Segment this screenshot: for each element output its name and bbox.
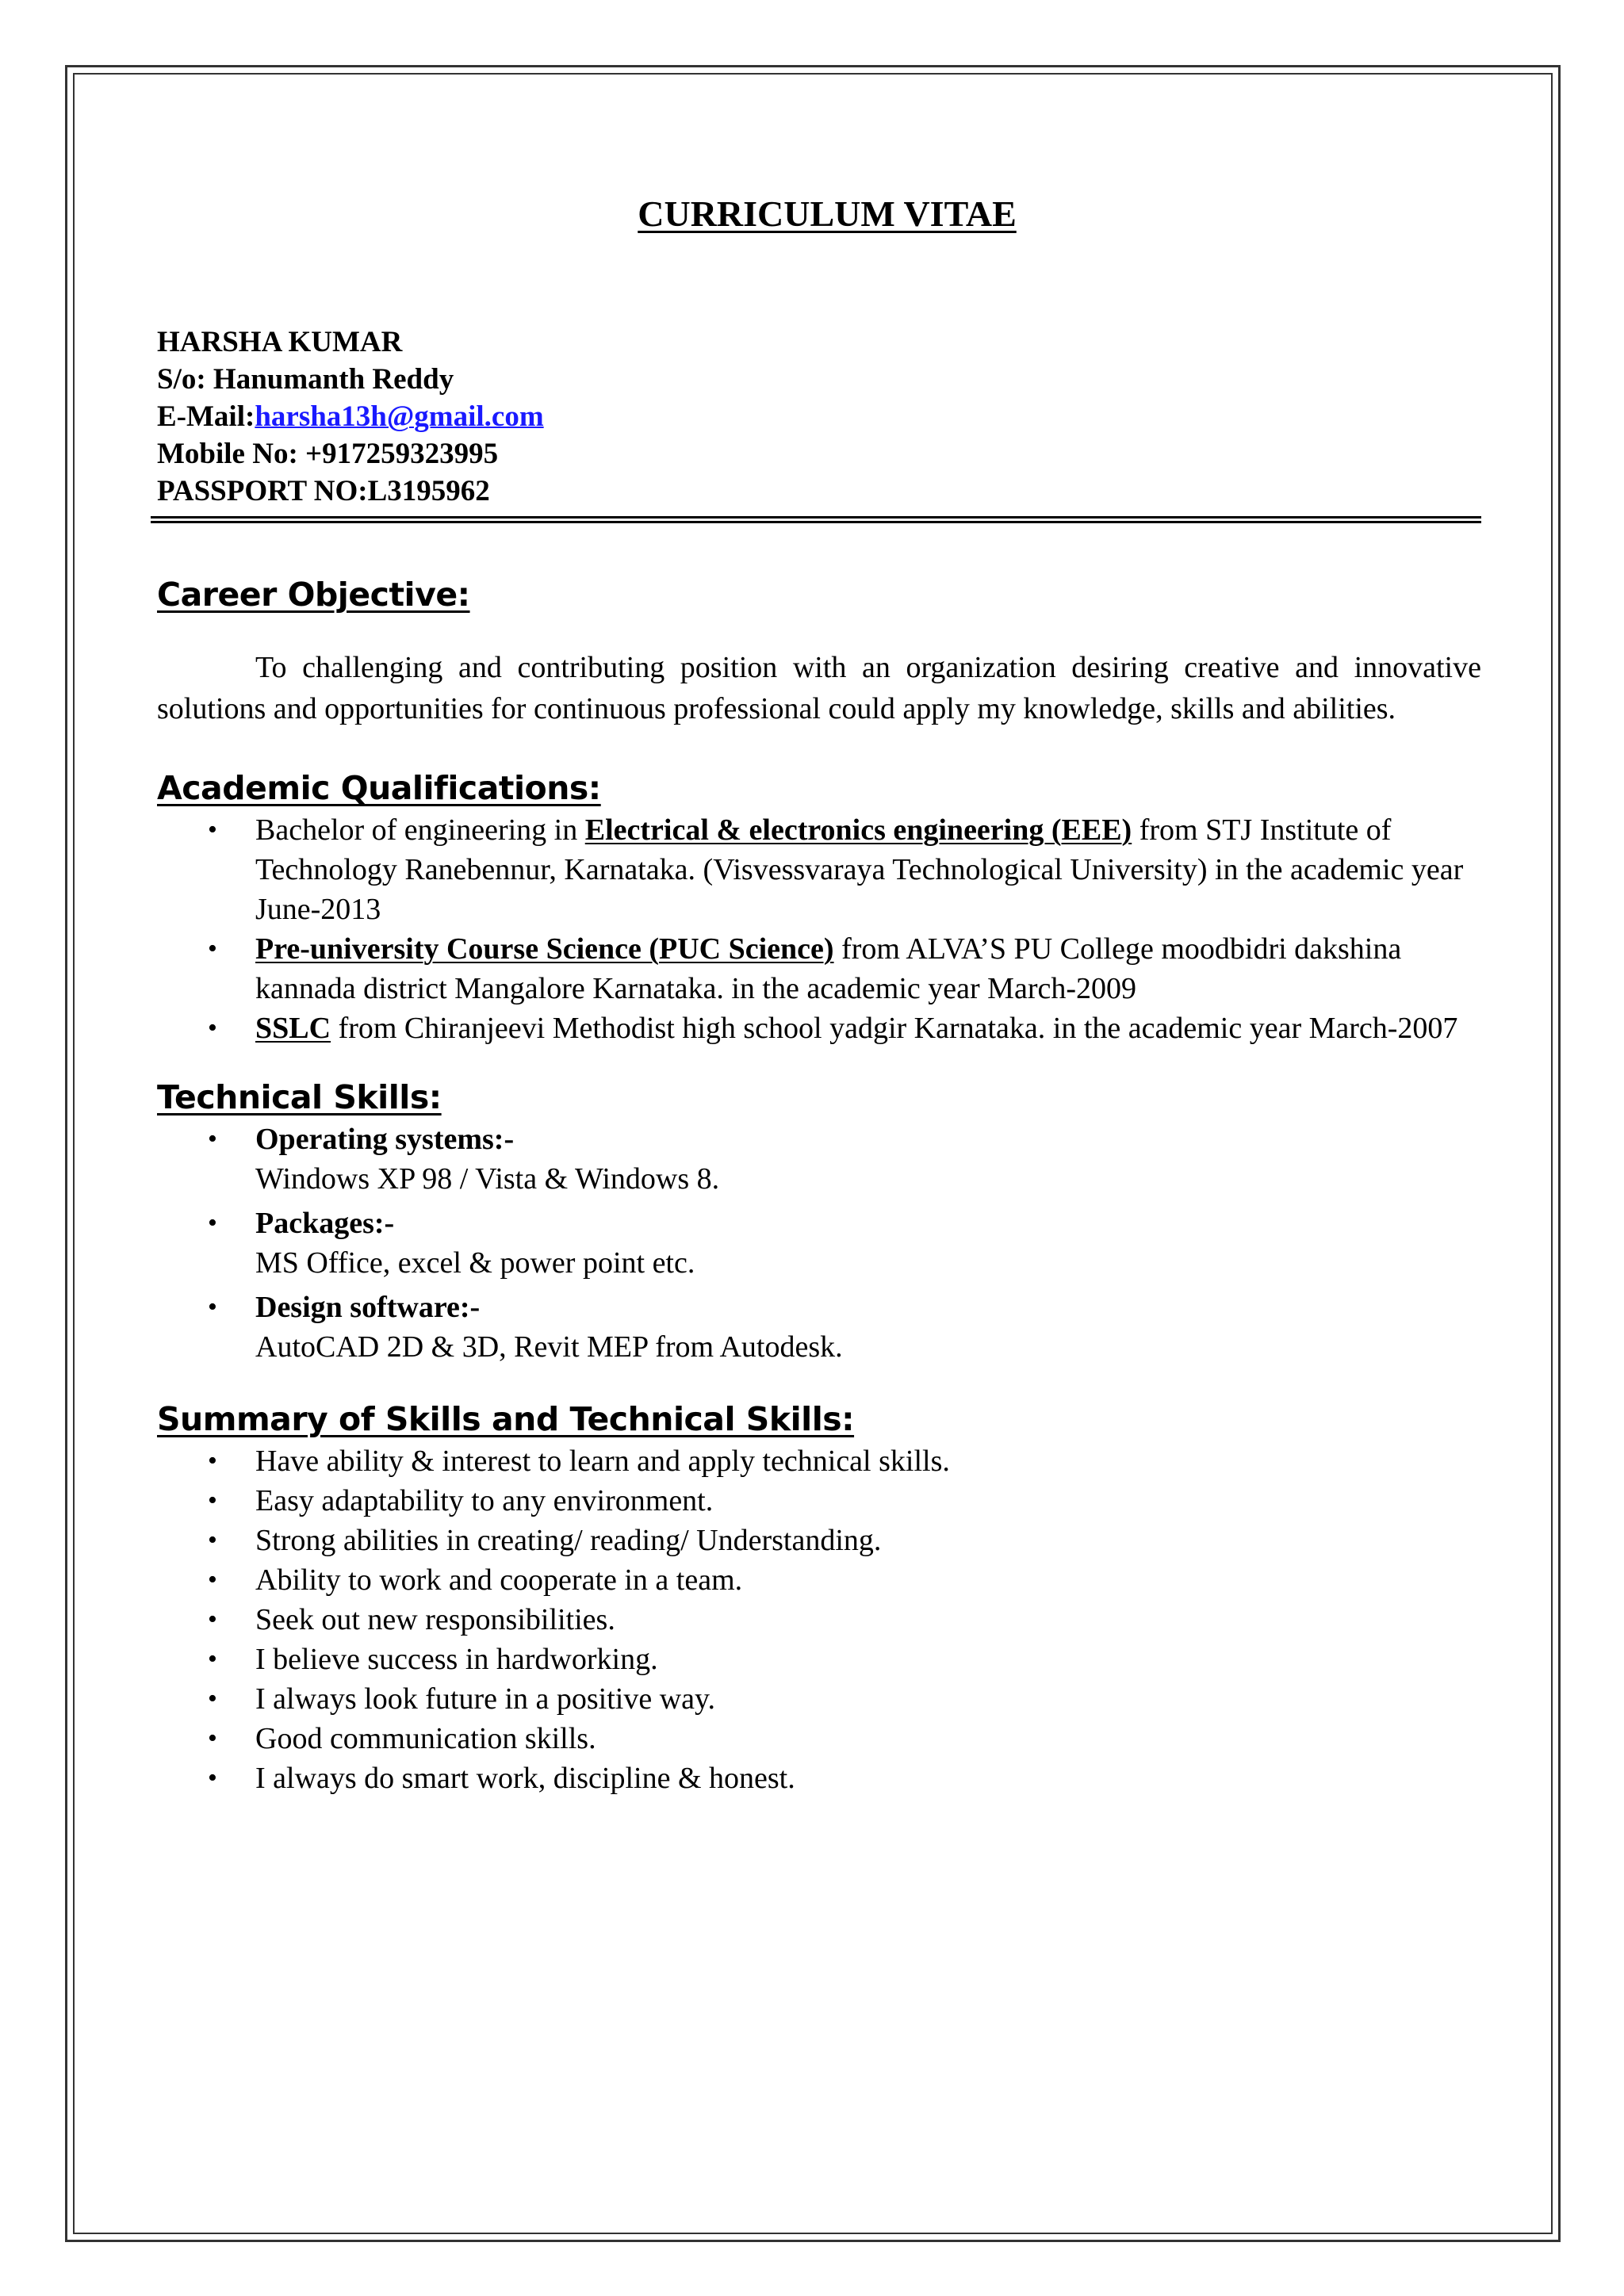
bullet-icon: • <box>208 1605 217 1634</box>
parent-name: S/o: Hanumanth Reddy <box>157 363 454 396</box>
document-title: CURRICULUM VITAE <box>638 193 1017 234</box>
academic-item-sslc <box>157 1008 1481 1048</box>
candidate-name: HARSHA KUMAR <box>157 326 403 358</box>
list-item <box>157 1719 1481 1758</box>
career-objective-text: To challenging and contributing position with an organization desiring creative and innovative solutions and opportunities for continuous professional could apply my knowledge, skills and abilities. <box>157 651 1481 725</box>
summary-item-text: I believe success in hardworking. <box>255 1643 658 1676</box>
bullet-icon: • <box>208 934 217 963</box>
bullet-icon: • <box>208 1208 217 1238</box>
academic-list <box>157 810 1481 1048</box>
email-row <box>157 398 1481 435</box>
academic-item-highlight: Electrical & electronics engineering (EEE) <box>584 813 1132 847</box>
summary-list <box>157 1441 1481 1798</box>
summary-item-text: I always look future in a positive way. <box>255 1682 716 1716</box>
list-item <box>157 1600 1481 1640</box>
academic-heading: Academic Qualifications: <box>157 769 601 807</box>
technical-item-value: AutoCAD 2D & 3D, Revit MEP from Autodesk. <box>255 1330 843 1364</box>
bullet-icon: • <box>208 1486 217 1515</box>
bullet-icon: • <box>208 1446 217 1475</box>
academic-item-text: Bachelor of engineering in <box>255 813 585 847</box>
email-label: E-Mail: <box>157 400 255 433</box>
career-objective-heading: Career Objective: <box>157 576 470 614</box>
bullet-icon: • <box>208 1644 217 1674</box>
header-divider <box>151 516 1481 523</box>
summary-item-text: I always do smart work, discipline & honest. <box>255 1762 795 1795</box>
summary-item-text: Seek out new responsibilities. <box>255 1603 615 1636</box>
bullet-icon: • <box>208 1525 217 1555</box>
summary-item-text: Strong abilities in creating/ reading/ Understanding. <box>255 1524 882 1557</box>
technical-item-os <box>157 1119 1481 1199</box>
contact-block <box>157 323 1481 510</box>
technical-skills-list <box>157 1119 1481 1367</box>
summary-item-text: Have ability & interest to learn and apply technical skills. <box>255 1445 950 1478</box>
technical-item-label: Operating systems:- <box>255 1123 515 1156</box>
mobile-number: Mobile No: +917259323995 <box>157 438 499 470</box>
resume-content <box>157 190 1481 1798</box>
summary-heading: Summary of Skills and Technical Skills: <box>157 1400 855 1438</box>
academic-item-puc <box>157 929 1481 1008</box>
technical-skills-heading: Technical Skills: <box>157 1078 442 1116</box>
technical-item-label: Design software:- <box>255 1291 481 1324</box>
technical-item-label: Packages:- <box>255 1207 395 1240</box>
technical-item-value: Windows XP 98 / Vista & Windows 8. <box>255 1162 720 1196</box>
list-item <box>157 1679 1481 1719</box>
summary-item-text: Good communication skills. <box>255 1722 596 1755</box>
bullet-icon: • <box>208 1292 217 1322</box>
academic-item-highlight: Pre-university Course Science (PUC Science) <box>255 932 834 966</box>
academic-item-degree <box>157 810 1481 929</box>
bullet-icon: • <box>208 1565 217 1594</box>
list-item <box>157 1758 1481 1798</box>
list-item <box>157 1560 1481 1600</box>
list-item <box>157 1640 1481 1679</box>
academic-item-highlight: SSLC <box>255 1012 331 1045</box>
academic-item-text: from Chiranjeevi Methodist high school yadgir Karnataka. in the academic year March-2007 <box>331 1012 1458 1045</box>
list-item <box>157 1481 1481 1521</box>
list-item <box>157 1441 1481 1481</box>
academic-item-text: from STJ Institute of Technology Ranebennur, Karnataka. (Visvessvaraya Technological University) in the academic year June-2013 <box>255 813 1464 926</box>
bullet-icon: • <box>208 1763 217 1793</box>
passport-number: PASSPORT NO:L3195962 <box>157 475 490 507</box>
bullet-icon: • <box>208 1684 217 1713</box>
list-item <box>157 1521 1481 1560</box>
bullet-icon: • <box>208 815 217 844</box>
academic-item-text: from ALVA’S PU College moodbidri dakshina kannada district Mangalore Karnataka. in the academic year March-2009 <box>255 932 1402 1005</box>
technical-item-packages <box>157 1203 1481 1283</box>
technical-item-design <box>157 1288 1481 1367</box>
bullet-icon: • <box>208 1724 217 1753</box>
email-link[interactable]: harsha13h@gmail.com <box>255 400 544 433</box>
summary-item-text: Ability to work and cooperate in a team. <box>255 1563 743 1597</box>
bullet-icon: • <box>208 1013 217 1043</box>
bullet-icon: • <box>208 1124 217 1154</box>
technical-item-value: MS Office, excel & power point etc. <box>255 1246 695 1280</box>
summary-item-text: Easy adaptability to any environment. <box>255 1484 714 1517</box>
